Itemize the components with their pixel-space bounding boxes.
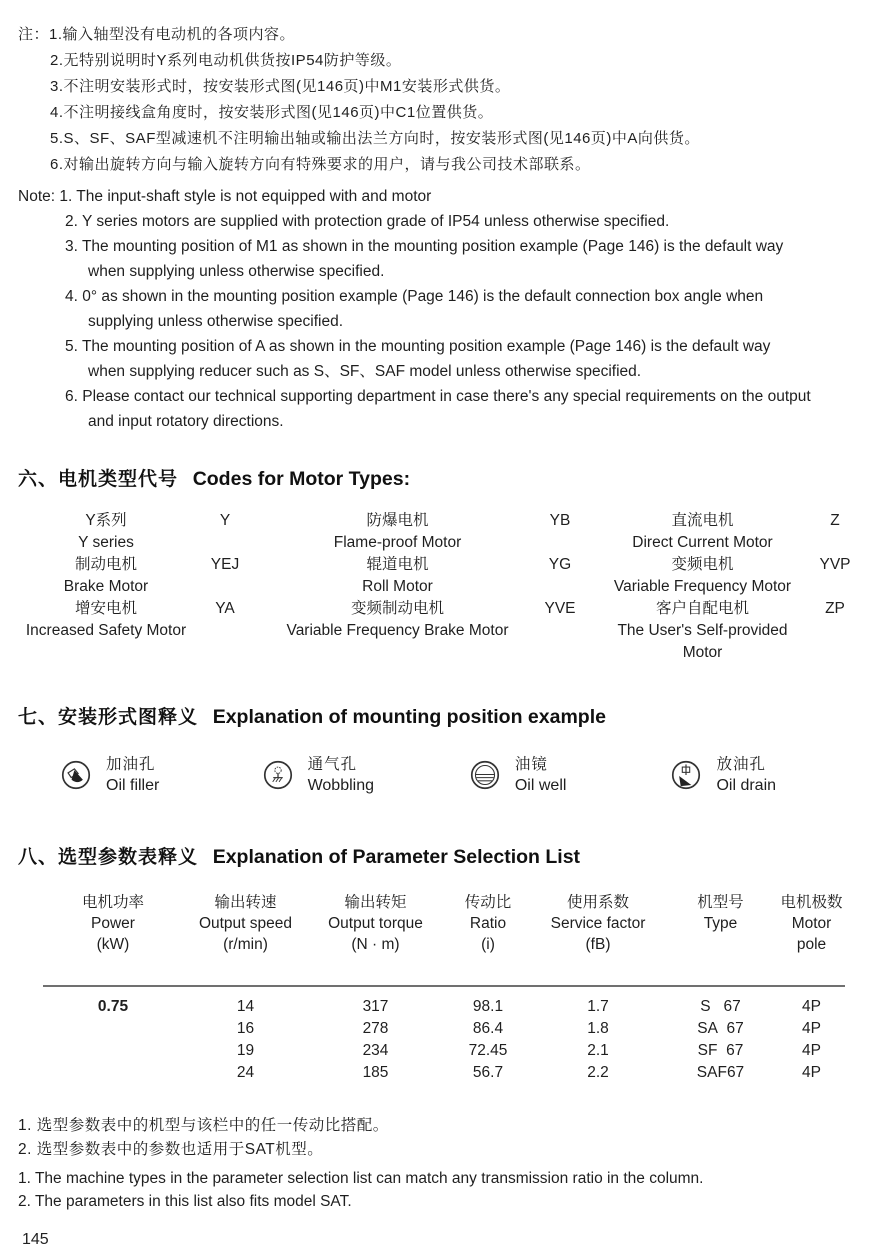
motor-codes-table	[20, 510, 868, 664]
parameter-table	[43, 892, 845, 1084]
motor-code-entry	[268, 554, 593, 598]
note-line: when supplying unless otherwise specified.	[88, 263, 385, 280]
motor-name-en: Y series	[78, 534, 134, 551]
oil-filler-icon	[58, 756, 94, 794]
footnotes-cn	[18, 1114, 870, 1162]
cell-ratio: 72.45	[468, 1042, 508, 1059]
motor-code-entry	[268, 510, 593, 554]
legend-item-wobbling	[260, 754, 467, 796]
cell-type: S 67	[700, 998, 741, 1015]
column-header-power: 电机功率 Power (kW)	[81, 894, 144, 953]
motor-code: YVE	[544, 600, 576, 617]
motor-name-en: Direct Current Motor	[632, 534, 773, 551]
footnote-line: 2. The parameters in this list also fits model SAT.	[18, 1193, 352, 1210]
cell-speed: 16	[236, 1020, 255, 1037]
english-notes	[18, 184, 870, 434]
motor-name-cn: 辊道电机	[366, 556, 429, 573]
heading-chinese: 七、安装形式图释义	[18, 707, 199, 728]
footnote-line: 2. 选型参数表中的参数也适用于SAT机型。	[18, 1141, 324, 1158]
motor-name-cn: 客户自配电机	[655, 600, 749, 617]
motor-name-cn: 防爆电机	[366, 512, 429, 529]
motor-name-cn: 制动电机	[74, 556, 137, 573]
cell-service-factor: 1.7	[587, 998, 609, 1015]
cell-speed: 19	[236, 1042, 255, 1059]
oil-drain-icon	[668, 756, 704, 794]
mounting-legend	[18, 754, 870, 796]
motor-code: ZP	[825, 600, 845, 617]
note-line: 5. The mounting position of A as shown in the mounting position example (Page 146) is the default way	[65, 338, 771, 355]
cell-torque: 278	[362, 1020, 389, 1037]
motor-name-cn: 变频电机	[671, 556, 734, 573]
cell-power: 0.75	[97, 998, 129, 1015]
cell-torque: 234	[362, 1042, 389, 1059]
cell-service-factor: 2.1	[587, 1042, 609, 1059]
motor-code: YG	[548, 556, 572, 573]
motor-code: YB	[549, 512, 571, 529]
legend-item-oil-drain	[668, 754, 870, 796]
section-heading-parameters	[18, 842, 870, 870]
motor-code: Z	[830, 512, 840, 529]
motor-code-entry	[603, 598, 868, 664]
motor-name-en: Increased Safety Motor	[25, 622, 187, 639]
cell-torque: 185	[362, 1064, 389, 1081]
motor-name-en: Variable Frequency Brake Motor	[286, 622, 509, 639]
motor-code-entry	[20, 598, 258, 664]
note-line: 注：1.输入轴型没有电动机的各项内容。	[18, 26, 296, 43]
cell-type: SAF67	[696, 1064, 745, 1081]
legend-label-cn: 放油孔	[716, 756, 766, 773]
note-line: supplying unless otherwise specified.	[88, 313, 344, 330]
note-line: 6. Please contact our technical supporting department in case there's any special requirements on the output	[65, 388, 811, 405]
cell-power	[43, 1018, 183, 1040]
heading-chinese: 八、选型参数表释义	[18, 847, 199, 868]
oil-sight-icon	[467, 756, 503, 794]
motor-code-entry	[20, 510, 258, 554]
note-line: 3.不注明安装形式时，按安装形式图(见146页)中M1安装形式供货。	[50, 78, 511, 95]
cell-speed: 14	[236, 998, 255, 1015]
heading-chinese: 六、电机类型代号	[18, 469, 179, 490]
cell-type: SF 67	[697, 1042, 744, 1059]
motor-name-cn: 直流电机	[671, 512, 734, 529]
cell-pole: 4P	[802, 1042, 821, 1059]
table-body	[43, 987, 845, 1084]
legend-item-oil-well	[467, 754, 669, 796]
cell-pole: 4P	[802, 1064, 821, 1081]
motor-name-cn: 增安电机	[74, 600, 137, 617]
page-number: 145	[22, 1231, 49, 1248]
note-line: 4. 0° as shown in the mounting position example (Page 146) is the default connection box angle when	[65, 288, 764, 305]
motor-name-en: Variable Frequency Motor	[613, 578, 792, 595]
footnotes-en	[18, 1167, 870, 1213]
legend-labels	[515, 754, 567, 796]
table-row	[43, 1040, 845, 1062]
table-header	[43, 892, 845, 976]
heading-english: Explanation of Parameter Selection List	[212, 846, 581, 868]
footnote-line: 1. The machine types in the parameter selection list can match any transmission ratio in the column.	[18, 1170, 704, 1187]
cell-power	[43, 1040, 183, 1062]
motor-name-en: Brake Motor	[63, 578, 149, 595]
cell-type: SA 67	[697, 1020, 744, 1037]
cell-pole: 4P	[802, 998, 821, 1015]
cell-torque: 317	[362, 998, 389, 1015]
legend-label-en: Wobbling	[307, 777, 374, 794]
motor-code: YVP	[819, 556, 851, 573]
heading-english: Explanation of mounting position example	[212, 706, 606, 728]
cell-pole: 4P	[802, 1020, 821, 1037]
motor-code: YEJ	[210, 556, 240, 573]
note-line: 2.无特别说明时Y系列电动机供货按IP54防护等级。	[50, 52, 402, 69]
note-line: 2. Y series motors are supplied with protection grade of IP54 unless otherwise specified.	[65, 213, 670, 230]
motor-code: Y	[219, 512, 231, 529]
legend-label-cn: 加油孔	[106, 756, 156, 773]
section-heading-motor-codes	[18, 464, 870, 492]
column-header-output-speed: 输出转速 Output speed (r/min)	[198, 894, 293, 953]
note-line: when supplying reducer such as S、SF、SAF model unless otherwise specified.	[88, 363, 642, 380]
note-line: 5.S、SF、SAF型减速机不注明输出轴或输出法兰方向时，按安装形式图(见146页)中A向供货。	[50, 130, 700, 147]
note-line: and input rotatory directions.	[88, 413, 284, 430]
section-heading-mounting	[18, 702, 870, 730]
note-line: 4.不注明接线盒角度时，按安装形式图(见146页)中C1位置供货。	[50, 104, 494, 121]
cell-service-factor: 1.8	[587, 1020, 609, 1037]
legend-labels	[308, 754, 374, 796]
cell-ratio: 86.4	[472, 1020, 504, 1037]
note-line: 6.对输出旋转方向与输入旋转方向有特殊要求的用户，请与我公司技术部联系。	[50, 156, 591, 173]
column-header-service-factor: 使用系数 Service factor (fB)	[550, 894, 646, 953]
legend-label-cn: 油镜	[514, 756, 548, 773]
cell-ratio: 98.1	[472, 998, 504, 1015]
legend-label-en: Oil drain	[716, 777, 777, 794]
motor-name-en: Roll Motor	[362, 578, 433, 595]
legend-labels	[106, 754, 159, 796]
note-line: 3. The mounting position of M1 as shown in the mounting position example (Page 146) is the default way	[65, 238, 784, 255]
motor-name-cn: Y系列	[85, 512, 127, 529]
motor-name-en: The User's Self-provided Motor	[617, 622, 788, 661]
motor-name-en: Flame-proof Motor	[333, 534, 462, 551]
column-header-type: 机型号 Type	[697, 894, 744, 932]
motor-code: YA	[215, 600, 235, 617]
legend-label-en: Oil filler	[106, 777, 160, 794]
footnote-line: 1. 选型参数表中的机型与该栏中的任一传动比搭配。	[18, 1117, 389, 1134]
cell-service-factor: 2.2	[587, 1064, 609, 1081]
note-line: Note: 1. The input-shaft style is not equipped with and motor	[18, 188, 432, 205]
cell-speed: 24	[236, 1064, 255, 1081]
motor-code-entry	[603, 510, 868, 554]
motor-code-entry	[268, 598, 593, 664]
table-row	[43, 996, 845, 1018]
legend-item-oil-filler	[58, 754, 260, 796]
table-row	[43, 1018, 845, 1040]
motor-name-cn: 变频制动电机	[350, 600, 444, 617]
legend-label-en: Oil well	[514, 777, 567, 794]
chinese-notes	[18, 22, 870, 178]
legend-label-cn: 通气孔	[307, 756, 358, 773]
cell-ratio: 56.7	[472, 1064, 504, 1081]
breather-icon	[260, 756, 296, 794]
motor-code-entry	[20, 554, 258, 598]
motor-code-entry	[603, 554, 868, 598]
heading-english: Codes for Motor Types:	[192, 468, 411, 490]
column-header-motor-pole: 电机极数 Motor pole	[780, 894, 843, 953]
table-row	[43, 1062, 845, 1084]
column-header-ratio: 传动比 Ratio (i)	[464, 894, 512, 953]
cell-power	[43, 1062, 183, 1084]
column-header-output-torque: 输出转矩 Output torque (N · m)	[328, 894, 423, 953]
legend-labels	[716, 754, 776, 796]
